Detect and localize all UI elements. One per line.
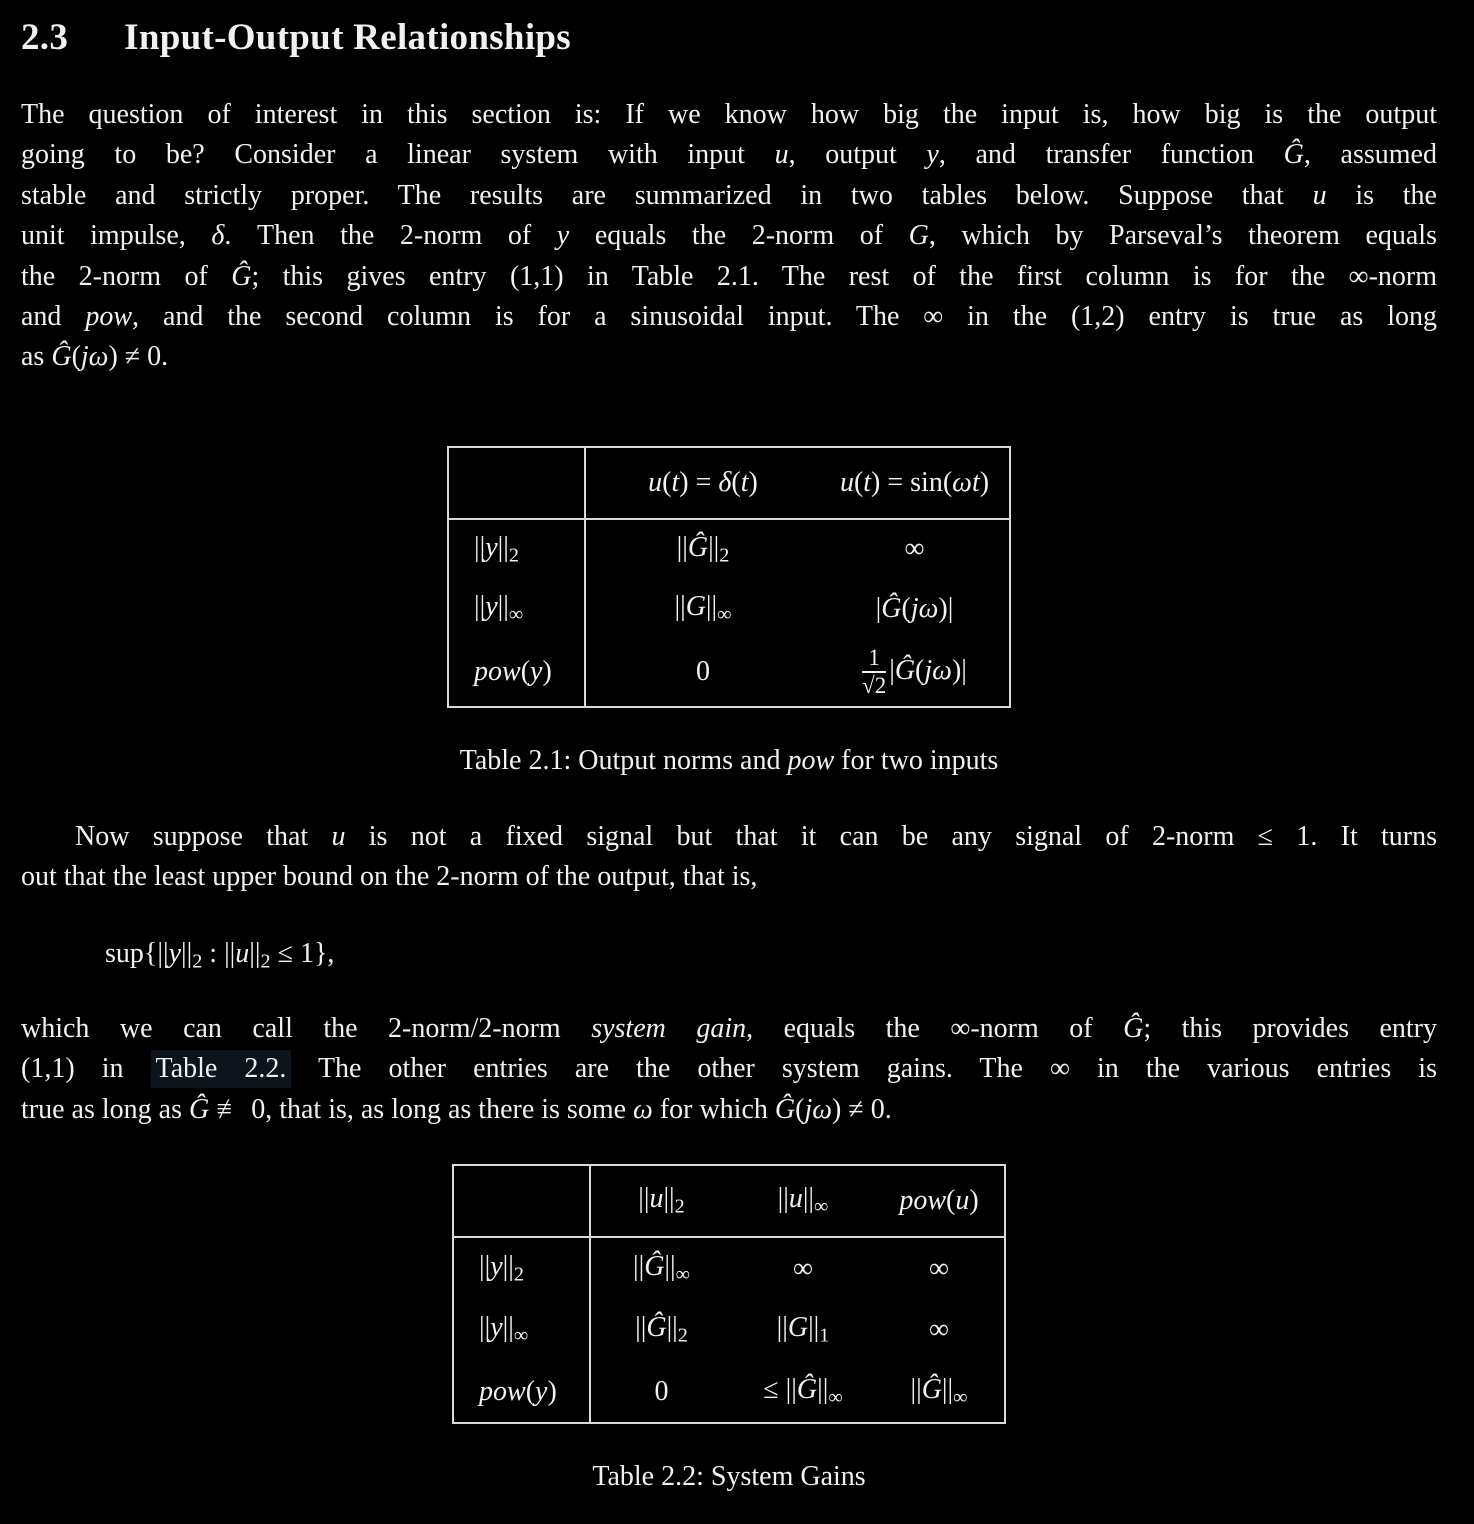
text-run: jω (804, 1093, 833, 1125)
text-run: 1 (819, 1325, 830, 1348)
text-run: out that the least upper bound on the 2-norm of the output, that is, (21, 861, 758, 893)
text-run: u (331, 820, 346, 852)
text-run: , assumed (1303, 139, 1437, 171)
text-run: y (490, 1312, 503, 1344)
text-run: is not a fixed signal but that it can be any signal of 2-norm ≤ 1. It turns (345, 820, 1437, 852)
text-run: | (889, 654, 895, 686)
table-cell (453, 1299, 590, 1361)
text-run: ) (542, 656, 552, 688)
text-run: , output (788, 139, 927, 171)
text-run: ( (731, 466, 741, 498)
text-run: || (157, 938, 169, 970)
paragraph-system-gain (21, 1009, 1437, 1130)
table-row (453, 1299, 1005, 1361)
text-run: jω (910, 592, 939, 624)
text-run: , and transfer function (938, 139, 1284, 171)
table-row (448, 639, 1010, 707)
text-run: u (955, 1185, 970, 1217)
text-run: δ (211, 220, 225, 252)
table-cell (820, 639, 1010, 707)
table-cell (585, 639, 820, 707)
text-run: || (502, 1312, 514, 1344)
text-run: ≢ 0, that is, as long as there is some (209, 1093, 634, 1125)
text-run: G (787, 1312, 809, 1344)
text-run: 2 (674, 1196, 685, 1219)
text-run: ) ≠ 0. (832, 1093, 892, 1125)
text-run: || (664, 1250, 676, 1282)
text-run: (1,1) in (21, 1053, 151, 1085)
text-run: ( (853, 466, 864, 498)
text-run: || (676, 531, 688, 563)
text-run: Ĝ (796, 1373, 818, 1405)
table-2-2-caption (21, 1460, 1437, 1494)
text-run: 2 (513, 1263, 524, 1286)
text-run: Ĝ (687, 531, 709, 563)
text-line (21, 337, 1437, 377)
text-run: || (705, 591, 718, 623)
table-cell (874, 1237, 1005, 1299)
table-cell (453, 1237, 590, 1299)
text-run: ( (915, 654, 925, 686)
text-run: 0 (654, 1375, 669, 1407)
text-run: Ĝ (646, 1312, 667, 1344)
table-cell (590, 1237, 732, 1299)
table-header-cell (448, 447, 585, 519)
fraction: $\frac{1}{√2}$ (862, 644, 887, 699)
text-run: : (202, 938, 225, 970)
text-run: which we can call the 2-norm/2-norm (21, 1013, 592, 1045)
text-run: ; this provides entry (1143, 1013, 1438, 1045)
text-run: Ĝ (644, 1250, 665, 1282)
text-run: u (839, 466, 854, 498)
text-run: Ĝ (231, 260, 252, 292)
table-header-cell (732, 1165, 874, 1237)
text-run: || (663, 1183, 675, 1215)
text-run: t (671, 466, 680, 498)
table-header-cell (820, 447, 1010, 519)
text-line (21, 1009, 1437, 1049)
text-run: δ (718, 466, 732, 498)
text-run: ( (795, 1093, 805, 1125)
text-line (21, 95, 1437, 135)
table-cell (448, 519, 585, 579)
text-run: true as long as (21, 1093, 189, 1125)
text-run: || (474, 591, 486, 623)
table-cell (590, 1361, 732, 1423)
text-run: ≤ 1}, (270, 938, 335, 970)
text-run: as (21, 341, 52, 373)
text-run: )| (938, 592, 954, 624)
text-run: ) (748, 466, 758, 498)
text-run: y (926, 139, 939, 171)
text-run: 2 (192, 951, 203, 974)
text-run: Ĝ (1123, 1013, 1144, 1045)
table-header-cell (585, 447, 820, 519)
text-line (21, 135, 1437, 175)
text-run: stable and strictly proper. The results are summarized in two tables below. Suppose that (21, 179, 1313, 211)
text-line (21, 817, 1437, 857)
text-run: || (776, 1312, 788, 1344)
text-run: sup{ (105, 938, 158, 970)
paragraph-intro (21, 95, 1437, 378)
text-line (21, 257, 1437, 297)
text-run: the 2-norm of (21, 260, 232, 292)
text-run: jω (924, 654, 952, 686)
text-run: ∞ (929, 1252, 949, 1284)
table-header-cell (453, 1165, 590, 1237)
text-run: ∞ (793, 1252, 813, 1284)
text-line (21, 176, 1437, 216)
text-run: 0 (696, 656, 710, 688)
text-run: Ĝ (188, 1093, 210, 1125)
table-header-row (448, 447, 1010, 519)
table-cell (732, 1299, 874, 1361)
text-run: y (485, 591, 498, 623)
text-run: u (649, 1183, 664, 1215)
text-line (21, 297, 1437, 337)
text-run: ∞ (953, 1386, 968, 1409)
text-run: ∞ (508, 603, 524, 626)
text-run: ∞ (814, 1196, 829, 1219)
table-cell (453, 1361, 590, 1423)
text-run: Table 2.2: System Gains (592, 1461, 866, 1493)
text-run: || (802, 1183, 815, 1215)
text-run: u (774, 139, 789, 171)
text-run: || (479, 1312, 491, 1344)
text-run: ∞ (513, 1325, 529, 1348)
text-run: ) (547, 1375, 557, 1407)
text-line (21, 1049, 1437, 1089)
table-header-row (453, 1165, 1005, 1237)
text-run: pow (899, 1185, 947, 1217)
text-run: || (497, 531, 509, 563)
text-run: || (941, 1373, 954, 1405)
text-run: || (785, 1373, 797, 1405)
text-run: Ĝ (51, 341, 72, 373)
text-run: y (485, 531, 498, 563)
text-run: , and the second column is for a sinusoidal input. The ∞ in the (1,2) entry is true as long (132, 301, 1437, 333)
text-run: The question of interest in this section is: If we know how big the input is, how big is the output (21, 99, 1437, 130)
paragraph-sup-bound (21, 817, 1437, 898)
text-run: || (249, 938, 261, 970)
text-run: ωt (952, 466, 980, 498)
text-run: and (21, 301, 86, 333)
text-run: equals the 2-norm of (569, 220, 909, 252)
text-run: || (910, 1373, 922, 1405)
table-cell (820, 579, 1010, 639)
text-run: ≤ (763, 1373, 786, 1405)
table-cell (732, 1237, 874, 1299)
text-run: ( (525, 1375, 536, 1407)
section-title: Input-Output Relationships (124, 17, 571, 58)
table-cell (585, 519, 820, 579)
text-run: y (168, 938, 181, 970)
text-run: ) (979, 466, 990, 498)
text-run: || (817, 1373, 829, 1405)
text-run: u (1312, 179, 1327, 211)
table-row (453, 1237, 1005, 1299)
text-run: The other entries are the other system gains. The ∞ in the various entries is (291, 1053, 1437, 1085)
text-run: u (788, 1183, 803, 1215)
text-run: t (740, 466, 749, 498)
text-run: || (224, 938, 236, 970)
text-run: 2 (719, 544, 730, 567)
text-run: going to be? Consider a linear system with input (21, 139, 775, 171)
output-norms-table (447, 446, 1011, 708)
text-run: y (535, 1375, 548, 1407)
text-run: system gain (591, 1013, 747, 1045)
text-run: pow (85, 301, 133, 333)
system-gains-table (452, 1164, 1006, 1424)
text-run: , equals the ∞-norm of (746, 1013, 1124, 1045)
text-run: ( (662, 466, 672, 498)
table-cell (585, 579, 820, 639)
table-cell (874, 1299, 1005, 1361)
text-run: ; this gives entry (1,1) in Table 2.1. The rest of the first column is for the ∞-norm (251, 260, 1437, 292)
text-run: )| (951, 654, 967, 686)
text-run: ω (633, 1093, 653, 1125)
text-run: Ĝ (921, 1373, 942, 1405)
text-run: u (235, 938, 250, 970)
text-run: || (181, 938, 193, 970)
text-run: | (875, 592, 882, 624)
text-run: G (908, 220, 929, 252)
text-run: pow (479, 1375, 526, 1407)
text-run: ) ≠ 0. (108, 341, 169, 373)
text-run: ) (969, 1185, 979, 1217)
section-heading (21, 16, 1437, 59)
text-run: for two inputs (834, 744, 999, 776)
text-run: Ĝ (1283, 139, 1304, 171)
table-header-cell (874, 1165, 1005, 1237)
text-run: || (674, 591, 686, 623)
text-run: unit impulse, (21, 220, 212, 252)
table-row (453, 1361, 1005, 1423)
text-run: y (490, 1250, 503, 1282)
text-run: || (502, 1250, 514, 1282)
text-run: y (556, 220, 570, 252)
text-run: ∞ (929, 1314, 949, 1346)
text-run: u (648, 466, 663, 498)
text-run: || (474, 531, 486, 563)
table-header-cell (590, 1165, 732, 1237)
text-run: t (863, 466, 872, 498)
text-run: . Then the 2-norm of (224, 220, 557, 252)
text-run: , which by Parseval’s theorem equals (928, 220, 1437, 252)
table-cell (448, 639, 585, 707)
text-run: ∞ (904, 533, 925, 565)
table-2-2-link[interactable]: Table 2.2. (151, 1050, 292, 1088)
text-line (21, 1090, 1437, 1130)
text-run: || (497, 591, 509, 623)
text-run: Now suppose that (75, 820, 332, 852)
text-run: for which (652, 1093, 775, 1125)
text-run: pow (474, 656, 521, 688)
text-run: || (808, 1312, 820, 1344)
table-cell (820, 519, 1010, 579)
text-run: || (638, 1183, 650, 1215)
text-run: ( (520, 656, 531, 688)
text-run: || (635, 1312, 647, 1344)
table-cell (732, 1361, 874, 1423)
text-run: || (777, 1183, 789, 1215)
text-run: 2 (677, 1325, 688, 1348)
table-row (448, 519, 1010, 579)
text-run: ( (946, 1185, 956, 1217)
text-run: 2 (508, 544, 519, 567)
text-run: || (666, 1312, 678, 1344)
text-run: Ĝ (881, 592, 902, 624)
sup-norm-equation (21, 931, 1437, 985)
text-run: ∞ (717, 603, 732, 626)
table-cell (874, 1361, 1005, 1423)
text-run: pow (787, 744, 835, 776)
table-cell (448, 579, 585, 639)
section-number: 2.3 (21, 17, 69, 58)
text-run: || (632, 1250, 645, 1282)
text-run: || (479, 1250, 491, 1282)
text-run: ∞ (675, 1263, 691, 1286)
table-cell (590, 1299, 732, 1361)
text-run: || (708, 531, 720, 563)
text-run: Ĝ (894, 654, 916, 686)
text-run: Table 2.1: Output norms and (459, 744, 788, 776)
text-run: Ĝ (774, 1093, 796, 1125)
table-2-1-caption (21, 744, 1437, 778)
text-run: y (530, 656, 543, 688)
text-run: ∞ (828, 1386, 843, 1409)
text-run: G (685, 591, 706, 623)
text-run: ) = sin( (871, 466, 953, 498)
text-run: 2 (260, 951, 271, 974)
text-line (21, 857, 1437, 897)
text-run: ( (71, 341, 81, 373)
text-line (21, 216, 1437, 256)
text-run: is the (1326, 179, 1437, 211)
text-run: ( (901, 592, 911, 624)
table-row (448, 579, 1010, 639)
text-run: jω (80, 341, 109, 373)
text-run: ) = (679, 466, 719, 498)
